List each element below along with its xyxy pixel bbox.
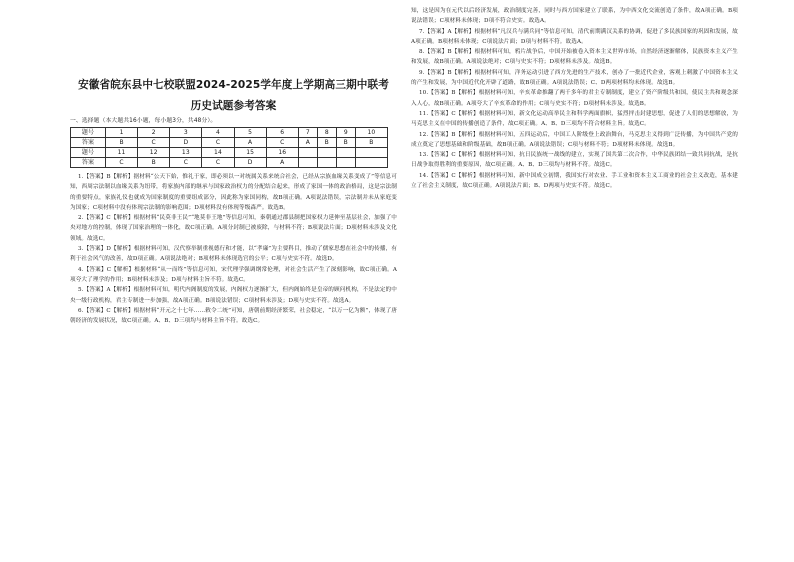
table-cell: 15	[234, 148, 266, 158]
answer-paragraph: 11.【答案】C【解析】根据材料可知，新文化运动高举民主和科学两面旗帜，猛烈抨击封建思想，促进了人们的思想解放，为马克思主义在中国的传播创造了条件，故C项正确。A、B、D三项均不符合材料主旨。故选C。	[411, 110, 738, 128]
table-cell: C	[202, 138, 234, 148]
table-cell: 9	[336, 128, 355, 138]
table-row	[71, 138, 388, 148]
table-cell: 13	[170, 148, 202, 158]
table-cell: 16	[266, 148, 298, 158]
table-cell	[355, 158, 387, 168]
answer-paragraph: 8.【答案】B【解析】根据材料可知，鸦片战争后，中国开始被卷入资本主义世界市场，自然经济逐渐解体，民族资本主义产生和发展，故B项正确。A项说法绝对；C项与史实不符；D项材料未涉及。故选B。	[411, 49, 738, 66]
table-cell: C	[170, 158, 202, 168]
table-cell: A	[298, 138, 317, 148]
section-heading: 一、选择题（本大题共16小题，每小题3分，共48分）。	[70, 118, 217, 124]
answer-paragraph: 5.【答案】A【解析】根据材料可知，明代内阁制度的发展，内阁权力逐渐扩大，但内阁始终是皇帝的顾问机构，不是法定的中央一级行政机构，君主专制进一步加强，故A项正确。B项说法错误；C项材料未涉及；D项与史实不符。故选A。	[70, 287, 397, 304]
table-row	[71, 148, 388, 158]
table-cell: C	[138, 138, 170, 148]
table-cell	[336, 148, 355, 158]
row-label: 题号	[71, 128, 106, 138]
table-cell: 7	[298, 128, 317, 138]
table-cell: C	[106, 158, 138, 168]
table-cell: 12	[138, 148, 170, 158]
table-cell: B	[317, 138, 336, 148]
table-cell: B	[355, 138, 387, 148]
answer-paragraph: 2.【答案】C【解析】根据材料“民莫非王民”“地莫非王地”等信息可知，秦朝通过郡县制把国家权力延伸至基层社会，加强了中央对地方的控制，体现了国家治理的一体化，故C项正确。A项分封制已被废除，与材料不符；B项说法片面；D项材料未涉及文化领域。故选C。	[70, 215, 398, 242]
answer-paragraph: 知，这是因为在元代以后经济发展，政治制度完善，同时与西方国家建立了联系，为中西文化交流创造了条件，故A项正确。B项说法错误；C项材料未体现；D项不符合史实。故选A。	[411, 8, 738, 25]
answer-paragraph: 13.【答案】C【解析】根据材料可知，抗日民族统一战线的建立，实现了国共第二次合作，中华民族团结一致共同抗战，是抗日战争取得胜利的重要原因，故C项正确。A、B、D三项均与材料不符。故选C。	[411, 152, 738, 169]
table-cell: 8	[317, 128, 336, 138]
table-cell: 14	[202, 148, 234, 158]
right-column	[411, 6, 738, 562]
answer-paragraph: 12.【答案】B【解析】根据材料可知，五四运动后，中国工人阶级登上政治舞台，马克思主义得到广泛传播，为中国共产党的成立奠定了思想基础和阶级基础，故B项正确。A项说法错误；C项与材料不符；D项材料未体现。故选B。	[411, 131, 738, 148]
table-cell: A	[234, 138, 266, 148]
table-cell	[298, 148, 317, 158]
table-cell: 10	[355, 128, 387, 138]
table-cell: A	[266, 158, 298, 168]
answer-paragraph: 9.【答案】B【解析】根据材料可知，洋务运动引进了西方先进的生产技术，创办了一批近代企业，客观上刺激了中国资本主义的产生和发展，为中国近代化开辟了道路，故B项正确。A项说法错误；C、D两项材料均未体现。故选B。	[411, 69, 738, 87]
answer-paragraph: 4.【答案】C【解析】根据材料“从一而终”等信息可知，宋代理学强调纲常伦理，对社会生活产生了深刻影响，故C项正确。A项夸大了理学的作用；B项材料未涉及；D项与材料主旨不符。故选C。	[70, 266, 397, 283]
page-title: 安徽省皖东县中七校联盟2024-2025学年度上学期高三期中联考	[78, 79, 389, 91]
table-cell: B	[336, 138, 355, 148]
answer-paragraph: 1.【答案】B【解析】据材料“公天下始，惟礼于家，即必须以一对统属关系来统合社会，已经从宗族血缘关系变成了”等信息可知，西周宗法制以血缘关系为纽带，将家族内部的继承与国家政治权力的分配结合起来，形成了家国一体的政治格局，这是宗法制的重要特点，家族礼仪也就成为国家制度的重要组成部分，因此称为家国同构，故B项正确。A项说法错误，宗法制并未从家庭变为国家；C项材料中没有体现宗法制的影响范围；D项材料没有体现等级森严。故选B。	[70, 174, 397, 211]
table-cell: 4	[202, 128, 234, 138]
table-row	[71, 158, 388, 168]
answer-paragraph: 10.【答案】B【解析】根据材料可知，辛亥革命推翻了两千多年的君主专制制度，建立了资产阶级共和国，使民主共和观念深入人心，故B项正确。A项夸大了辛亥革命的作用；C项与史实不符；D项材料未涉及。故选B。	[411, 90, 738, 107]
table-cell: B	[106, 138, 138, 148]
table-row	[71, 128, 388, 138]
table-cell: C	[202, 158, 234, 168]
answer-table	[70, 127, 388, 168]
table-cell: 6	[266, 128, 298, 138]
table-cell: D	[234, 158, 266, 168]
answer-paragraph: 6.【答案】C【解析】根据材料“开元之十七年……敕令二统”可知，唐朝前期经济繁荣，社会稳定，“以万一亿为额”，体现了唐朝经济的发展状况，故C项正确。A、B、D三项均与材料主旨不符。故选C。	[70, 307, 398, 325]
table-cell: B	[138, 158, 170, 168]
table-cell	[336, 158, 355, 168]
table-cell	[317, 158, 336, 168]
table-cell: 1	[106, 128, 138, 138]
page-subtitle: 历史试题参考答案	[190, 100, 277, 112]
table-cell	[355, 148, 387, 158]
answer-paragraph: 3.【答案】D【解析】根据材料可知，汉代察举制重视德行和才能，以“孝廉”为主要科目，推动了儒家思想在社会中的传播，有利于社会风气的改善，故D项正确。A项说法绝对；B项材料未体现选官的公平；C项与史实不符。故选D。	[70, 246, 397, 263]
table-cell: 5	[234, 128, 266, 138]
table-cell: 3	[170, 128, 202, 138]
row-label: 答案	[71, 158, 106, 168]
left-column	[70, 6, 397, 562]
table-cell: D	[170, 138, 202, 148]
row-label: 答案	[71, 138, 106, 148]
answer-paragraph: 7.【答案】A【解析】根据材料“凡汉兵与满兵同”等信息可知，清代前期满汉关系的协调，促进了多民族国家的巩固和发展，故A项正确。B项材料未体现；C项说法片面；D项与材料不符。故选A。	[411, 28, 738, 45]
table-cell: 2	[138, 128, 170, 138]
table-cell	[317, 148, 336, 158]
table-cell: C	[266, 138, 298, 148]
row-label: 题号	[71, 148, 106, 158]
table-cell: 11	[106, 148, 138, 158]
table-cell	[298, 158, 317, 168]
answer-paragraph: 14.【答案】C【解析】根据材料可知，新中国成立初期，我国实行对农业、手工业和资本主义工商业的社会主义改造，基本建立了社会主义制度，故C项正确。A项说法片面；B、D两项与史实不符。故选C。	[411, 172, 738, 190]
